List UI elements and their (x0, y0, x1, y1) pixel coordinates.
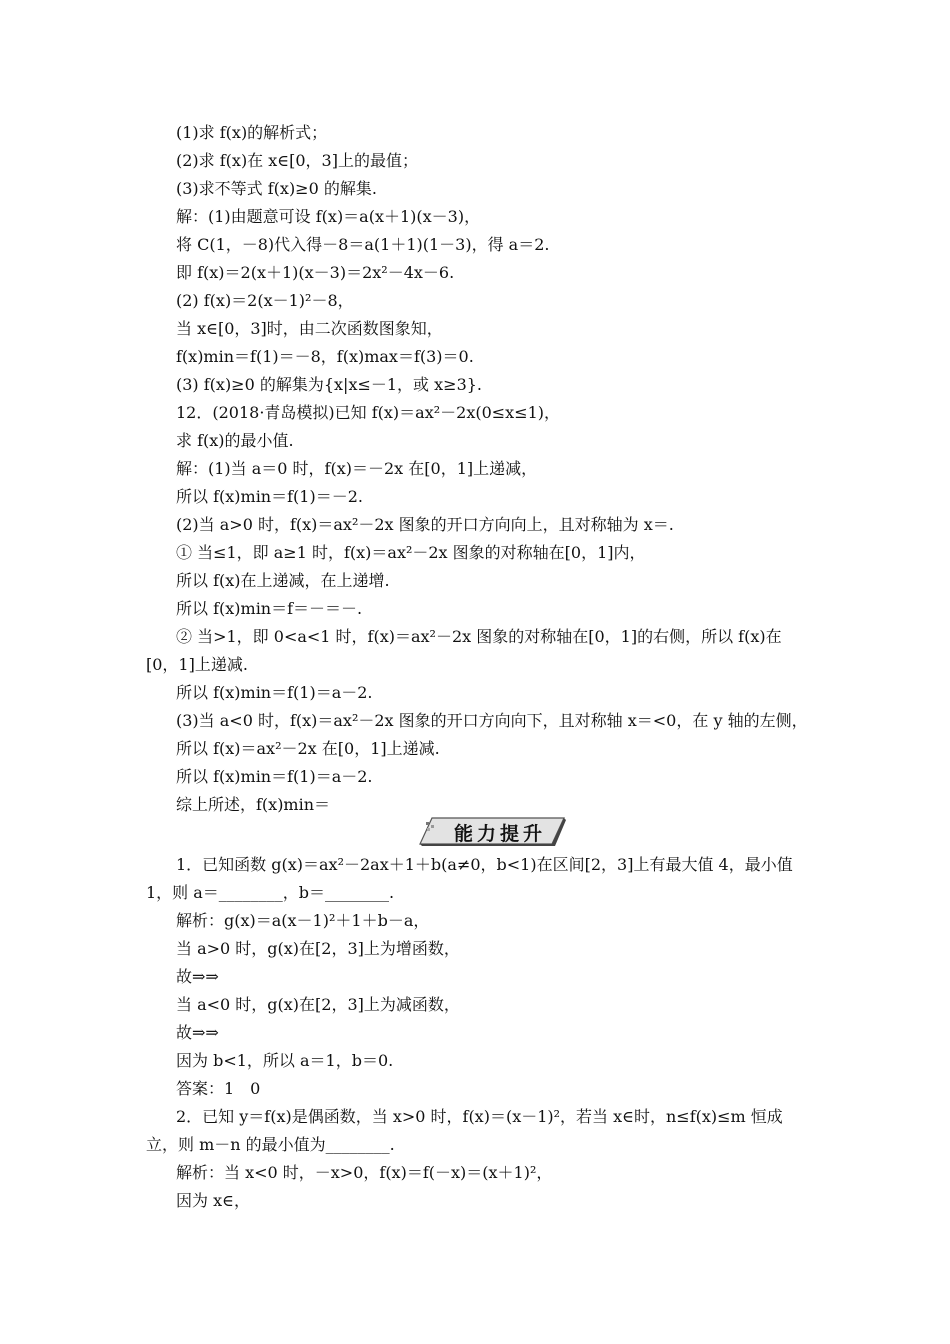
text-line: (3) f(x)≥0 的解集为{x|x≤－1，或 x≥3}. (176, 375, 483, 394)
text-line: (3)当 a<0 时，f(x)＝ax²－2x 图象的开口方向向下，且对称轴 x＝<0，在 y 轴的左侧， (176, 711, 808, 730)
text-line: 1，则 a＝________，b＝________. (146, 883, 395, 902)
text-line: ② 当>1，即 0<a<1 时，f(x)＝ax²－2x 图象的对称轴在[0，1]的右侧，所以 f(x)在 (176, 627, 782, 646)
text-line: 解析：当 x<0 时，－x>0，f(x)＝f(－x)＝(x＋1)²， (176, 1163, 553, 1182)
text-line: 即 f(x)＝2(x＋1)(x－3)＝2x²－4x－6. (176, 263, 455, 282)
text-line: 解析：g(x)＝a(x－1)²＋1＋b－a， (176, 911, 430, 930)
section-title: 能力提升 (453, 823, 546, 845)
text-line: [0，1]上递减. (146, 655, 248, 674)
text-line: (1)求 f(x)的解析式； (176, 123, 328, 142)
text-line: 所以 f(x)min＝f＝－＝－. (176, 599, 363, 618)
text-line: 因为 x∈， (176, 1191, 250, 1210)
text-line: 当 a<0 时，g(x)在[2，3]上为减函数， (176, 995, 460, 1014)
text-line: 所以 f(x)min＝f(1)＝a－2. (176, 767, 373, 786)
text-line: 当 a>0 时，g(x)在[2，3]上为增函数， (176, 939, 460, 958)
answer-line: 答案：1 0 (176, 1079, 261, 1098)
text-line: f(x)min＝f(1)＝－8，f(x)max＝f(3)＝0. (176, 347, 474, 366)
text-line: (3)求不等式 f(x)≥0 的解集. (176, 179, 377, 198)
text-line: 所以 f(x)min＝f(1)＝－2. (176, 487, 363, 506)
text-line: 故⇒⇒ (176, 1023, 219, 1042)
text-line: 当 x∈[0，3]时，由二次函数图象知， (176, 319, 443, 338)
text-line: ① 当≤1，即 a≥1 时，f(x)＝ax²－2x 图象的对称轴在[0，1]内， (176, 543, 646, 562)
text-line: 因为 b<1，所以 a＝1，b＝0. (176, 1051, 394, 1070)
text-line: 解：(1)由题意可设 f(x)＝a(x＋1)(x－3)， (176, 207, 481, 226)
text-line: 故⇒⇒ (176, 967, 219, 986)
text-line: 解：(1)当 a＝0 时，f(x)＝－2x 在[0，1]上递减， (176, 459, 538, 478)
text-line: 综上所述，f(x)min＝ (176, 795, 331, 814)
text-line: 所以 f(x)＝ax²－2x 在[0，1]上递减. (176, 739, 440, 758)
text-line: 所以 f(x)min＝f(1)＝a－2. (176, 683, 373, 702)
text-line: 将 C(1，－8)代入得－8＝a(1＋1)(1－3)，得 a＝2. (176, 235, 550, 254)
text-line: (2)求 f(x)在 x∈[0，3]上的最值； (176, 151, 418, 170)
text-line: 立，则 m－n 的最小值为________. (146, 1135, 395, 1154)
text-line: 求 f(x)的最小值. (176, 431, 294, 450)
problem-1-statement: 1．已知函数 g(x)＝ax²－2ax＋1＋b(a≠0，b<1)在区间[2，3]上有最大值 4，最小值 (176, 855, 793, 874)
problem-2-statement: 2．已知 y＝f(x)是偶函数，当 x>0 时，f(x)＝(x－1)²，若当 x∈时，n≤f(x)≤m 恒成 (176, 1107, 783, 1126)
text-line: (2) f(x)＝2(x－1)²－8， (176, 291, 354, 310)
text-line: (2)当 a>0 时，f(x)＝ax²－2x 图象的开口方向向上，且对称轴为 x＝. (176, 515, 674, 534)
section-banner (418, 816, 566, 846)
text-line: 所以 f(x)在上递减，在上递增. (176, 571, 390, 590)
problem-12-statement: 12．(2018·青岛模拟)已知 f(x)＝ax²－2x(0≤x≤1)， (176, 403, 561, 422)
